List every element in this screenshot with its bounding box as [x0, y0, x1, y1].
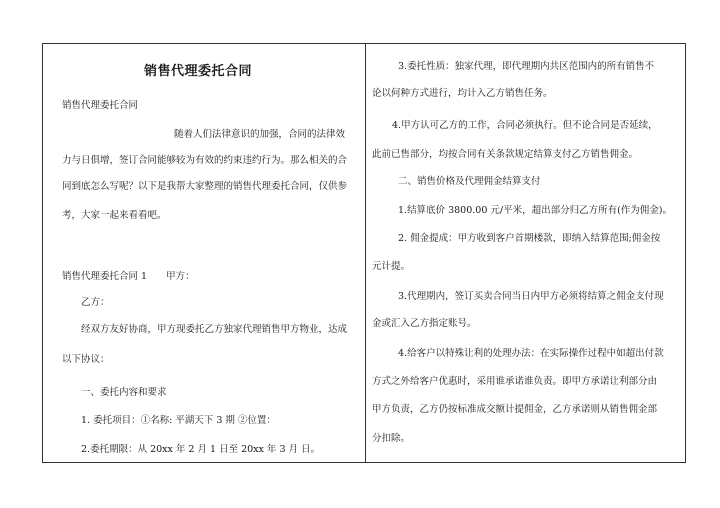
column-divider: [365, 43, 366, 463]
right-line-10: 金或汇入乙方指定账号。: [372, 318, 477, 329]
agreement-line-1: 经双方友好协商，甲方现委托乙方独家代理销售甲方物业，达成: [81, 324, 348, 335]
right-line-8: 元计提。: [372, 261, 411, 272]
intro-line-2: 力与日俱增，签订合同能够较为有效的约束违约行为。那么相关的合: [62, 155, 348, 166]
contract-header: 销售代理委托合同 1 甲方：: [62, 271, 195, 282]
intro-line-4: 考，大家一起来看看吧。: [62, 210, 167, 221]
right-line-1: 3.委托性质：独家代理，即代理期内共区范围内的所有销售不: [398, 61, 655, 72]
section-heading-2: 二、销售价格及代理佣金结算支付: [398, 176, 541, 187]
document-frame: [42, 43, 686, 463]
section-heading-1: 一、委托内容和要求: [81, 387, 167, 398]
right-line-11: 4.给客户以特殊让利的处理办法：在实际操作过程中如超出付款: [398, 348, 664, 359]
right-line-14: 分扣除。: [372, 433, 411, 444]
clause-item-2: 2.委托期限：从 20xx 年 2 月 1 日至 20xx 年 3 月 日。: [81, 444, 321, 455]
right-line-4: 此前已售部分，均按合同有关条款规定结算支付乙方销售佣金。: [372, 149, 639, 160]
right-line-6: 1.结算底价 3800.00 元/平米，超出部分归乙方所有(作为佣金)。: [398, 205, 673, 216]
right-line-2: 论以何种方式进行，均计入乙方销售任务。: [372, 88, 553, 99]
right-line-12: 方式之外给客户优惠时，采用谁承诺谁负责。即甲方承诺让利部分由: [372, 376, 658, 387]
right-line-7: 2. 佣金提成：甲方收到客户首期楼款，即纳入结算范围;佣金按: [398, 233, 661, 244]
document-subtitle: 销售代理委托合同: [62, 100, 139, 111]
right-line-3: 4.甲方认可乙方的工作，合同必须执行。但不论合同是否延续，: [392, 120, 658, 131]
document-title: 销售代理委托合同: [144, 64, 253, 79]
agreement-line-2: 以下协议：: [62, 354, 110, 365]
intro-line-1: 随着人们法律意识的加强，合同的法律效: [174, 129, 346, 140]
right-line-9: 3.代理期内，签订买卖合同当日内甲方必须将结算之佣金支付现: [398, 291, 664, 302]
clause-item-1: 1. 委托项目：①名称: 平湖天下 3 期 ②位置：: [81, 415, 276, 426]
right-line-13: 甲方负责，乙方仍按标准成交额计提佣金，乙方承诺则从销售佣金部: [372, 404, 658, 415]
party-b-line: 乙方：: [81, 297, 110, 308]
intro-line-3: 同到底怎么写呢？以下是我帮大家整理的销售代理委托合同，仅供参: [62, 181, 348, 192]
